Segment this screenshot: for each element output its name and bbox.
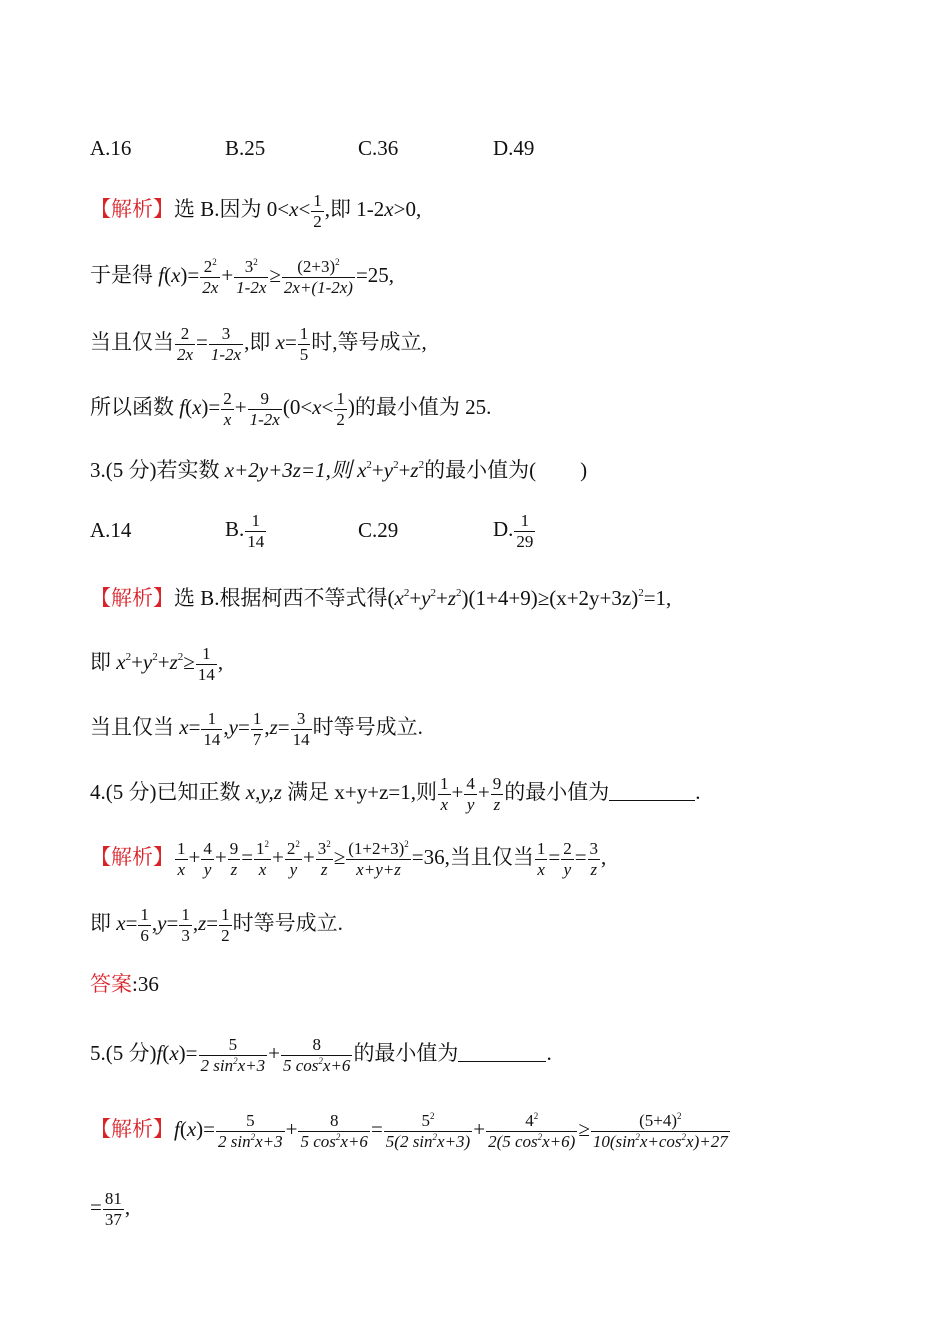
fraction: $\frac{(2+3)^2}{2x+(1-2x)}$ [283, 257, 353, 297]
text: 即 [90, 650, 117, 675]
fraction: $\frac{2}{2x}$ [177, 324, 194, 364]
text: 因为 0< [219, 197, 290, 222]
text: 当且仅当 [90, 330, 174, 355]
text: 时,等号成立, [311, 330, 427, 355]
vars: x,y,z [245, 780, 282, 805]
fraction: $\frac{5}{2 \sin^2x+3}$ [218, 1111, 283, 1151]
text: < [298, 197, 311, 222]
fraction: $\frac{5^2}{5(2 \sin^2x+3)}$ [385, 1111, 471, 1151]
fraction: $\frac{8}{5 \cos^2x+6}$ [282, 1035, 351, 1075]
solution-label: 【解析】 [90, 197, 174, 222]
fraction: $\frac{9}{1-2x}$ [249, 389, 280, 429]
text: 的最小值为 [353, 1041, 459, 1066]
text: 5.(5 分) [90, 1041, 157, 1066]
q4-solution-line1: 【解析】 $\frac{1}{x}$ + $\frac{4}{y}$ + $\frac{9}{z}$ = $\frac{1^2}{x}$ + $\frac{2^2}{y}$ + $\frac{3^2}{z}$ ≥ $\frac{(1+2+3)^2}{x+y+z}$ =36,当且仅当 $\frac{1}{x}$ = $\frac{2}{y}$ = $\frac{3}{z}$ , [90, 839, 607, 879]
text: 的最小值为 [504, 780, 610, 805]
q2-solution-line3: 当且仅当 $\frac{2}{2x}$ = $\frac{3}{1-2x}$ ,即 x= $\frac{1}{5}$ 时,等号成立, [90, 324, 427, 364]
fraction: $\frac{3}{14}$ [292, 709, 310, 749]
q3-option-a: A.14 [90, 518, 132, 542]
fraction: $\frac{2^2}{2x}$ [202, 257, 219, 297]
fraction: $\frac{4^2}{2(5 \cos^2x+6)}$ [488, 1111, 576, 1151]
text: 于是得 [90, 263, 159, 288]
text: )(1+4+9)≥(x+2y+3z) [461, 586, 639, 610]
text: =36,当且仅当 [411, 845, 534, 870]
fraction: $\frac{(1+2+3)^2}{x+y+z}$ [348, 839, 409, 879]
q4-stem: 4.(5 分)已知正数 x,y,z 满足 x+y+z=1,则 $\frac{1}{x}$ + $\frac{4}{y}$ + $\frac{9}{z}$ 的最小值为 . [90, 774, 701, 814]
q3-solution-line3: 当且仅当 x= $\frac{1}{14}$ ,y= $\frac{1}{7}$ ,z= $\frac{3}{14}$ 时等号成立. [90, 709, 423, 749]
fraction: $\frac{(5+4)^2}{10(\sin^2x+\cos^2x)+27}$ [592, 1111, 728, 1151]
text: 满足 x+y+z=1,则 [281, 780, 438, 805]
answer-label: 答案 [90, 972, 132, 996]
q3-option-d: D. $\frac{1}{29}$ [493, 511, 534, 551]
q3-stem: 3.(5 分)若实数 x+2y+3z=1,则 $x^2+y^2+z^2$的最小值为( ) [90, 458, 588, 482]
fraction: $\frac{3}{1-2x}$ [210, 324, 242, 364]
text: =25, [355, 263, 395, 288]
text: 所以函数 [90, 395, 180, 420]
text: 4.(5 分)已知正数 [90, 780, 246, 805]
text: )的最小值为 25. [347, 395, 492, 420]
fraction: $\frac{1}{2}$ [313, 191, 322, 231]
q2-option-d: D.49 [493, 136, 535, 160]
q5-solution-line1: 【解析】f(x)= $\frac{5}{2 \sin^2x+3}$ + $\frac{8}{5 \cos^2x+6}$ = $\frac{5^2}{5(2 \sin^2x+3)}$ + $\frac{4^2}{2(5 \cos^2x+6)}$ ≥ $\frac{(5+4)^2}{10(\sin^2x+\cos^2x)+27}$ [90, 1111, 728, 1151]
text: 时等号成立. [232, 911, 343, 936]
solution-label: 【解析】 [90, 586, 174, 610]
equation: x+2y+3z=1,则 [224, 458, 358, 482]
q2-option-a: A.16 [90, 136, 132, 160]
answer-value: :36 [132, 972, 159, 996]
q2-solution-line2: 于是得 f(x)= $\frac{2^2}{2x}$ + $\frac{3^2}{1-2x}$ ≥ $\frac{(2+3)^2}{2x+(1-2x)}$ =25, [90, 257, 395, 297]
fraction: $\frac{81}{37}$ [104, 1189, 122, 1229]
fraction: $\frac{1}{14}$ [203, 709, 221, 749]
q2-solution-line1 [90, 192, 421, 231]
fraction: $\frac{5}{2 \sin^2x+3}$ [200, 1035, 266, 1075]
q3-solution-line1: 【解析】选 B.根据柯西不等式得$(x^2+y^2+z^2)(1+4+9)\ge(x+2y+3z)^2=1$, [90, 586, 672, 610]
q5-stem: 5.(5 分)f(x)= $\frac{5}{2 \sin^2x+3}$ + $\frac{8}{5 \cos^2x+6}$ 的最小值为 . [90, 1035, 552, 1075]
fraction: $\frac{1}{14}$ [197, 644, 215, 684]
text: >0, [393, 197, 422, 222]
text: 即 [90, 911, 117, 936]
text: 当且仅当 [90, 715, 180, 740]
q2-solution-line4: 所以函数 f(x)= $\frac{2}{x}$ + $\frac{9}{1-2x}$ (0<x< $\frac{1}{2}$ )的最小值为 25. [90, 389, 492, 429]
fraction: $\frac{8}{5 \cos^2x+6}$ [300, 1111, 368, 1151]
q2-option-b: B.25 [225, 136, 266, 160]
text: ,即 1-2 [324, 197, 385, 222]
text: 时等号成立. [312, 715, 423, 740]
fraction: $\frac{3^2}{1-2x}$ [236, 257, 267, 297]
q2-option-c: C.36 [358, 136, 399, 160]
solution-label: 【解析】 [90, 845, 174, 870]
solution-label: 【解析】 [90, 1117, 174, 1142]
fraction: $\frac{1}{5}$ [299, 324, 309, 364]
fraction: $\frac{1}{2}$ [336, 389, 345, 429]
text: 选 B.根据柯西不等式得( [174, 586, 395, 610]
q3-solution-line2: 即 $x^2+y^2+z^2\ge$ $\frac{1}{14}$ , [90, 644, 224, 684]
choice-text: 选 B. [174, 197, 220, 222]
answer-blank[interactable] [458, 1043, 546, 1062]
q4-solution-line2: 即 x= $\frac{1}{6}$ ,y= $\frac{1}{3}$ ,z= $\frac{1}{2}$ 时等号成立. [90, 905, 343, 945]
q3-option-c: C.29 [358, 518, 399, 542]
fraction: $\frac{2}{x}$ [223, 389, 232, 429]
fraction: $\frac{1}{7}$ [252, 709, 262, 749]
answer-blank[interactable] [609, 782, 695, 801]
q5-solution-line2: = $\frac{81}{37}$ , [90, 1189, 131, 1229]
q4-answer [90, 974, 159, 995]
q3-option-b: B. $\frac{1}{14}$ [225, 511, 265, 551]
text: 的最小值为( [424, 458, 537, 482]
var-x: x [384, 197, 394, 222]
func-f: f [158, 263, 165, 288]
text: 3.(5 分)若实数 [90, 458, 225, 482]
var-x: x [289, 197, 299, 222]
